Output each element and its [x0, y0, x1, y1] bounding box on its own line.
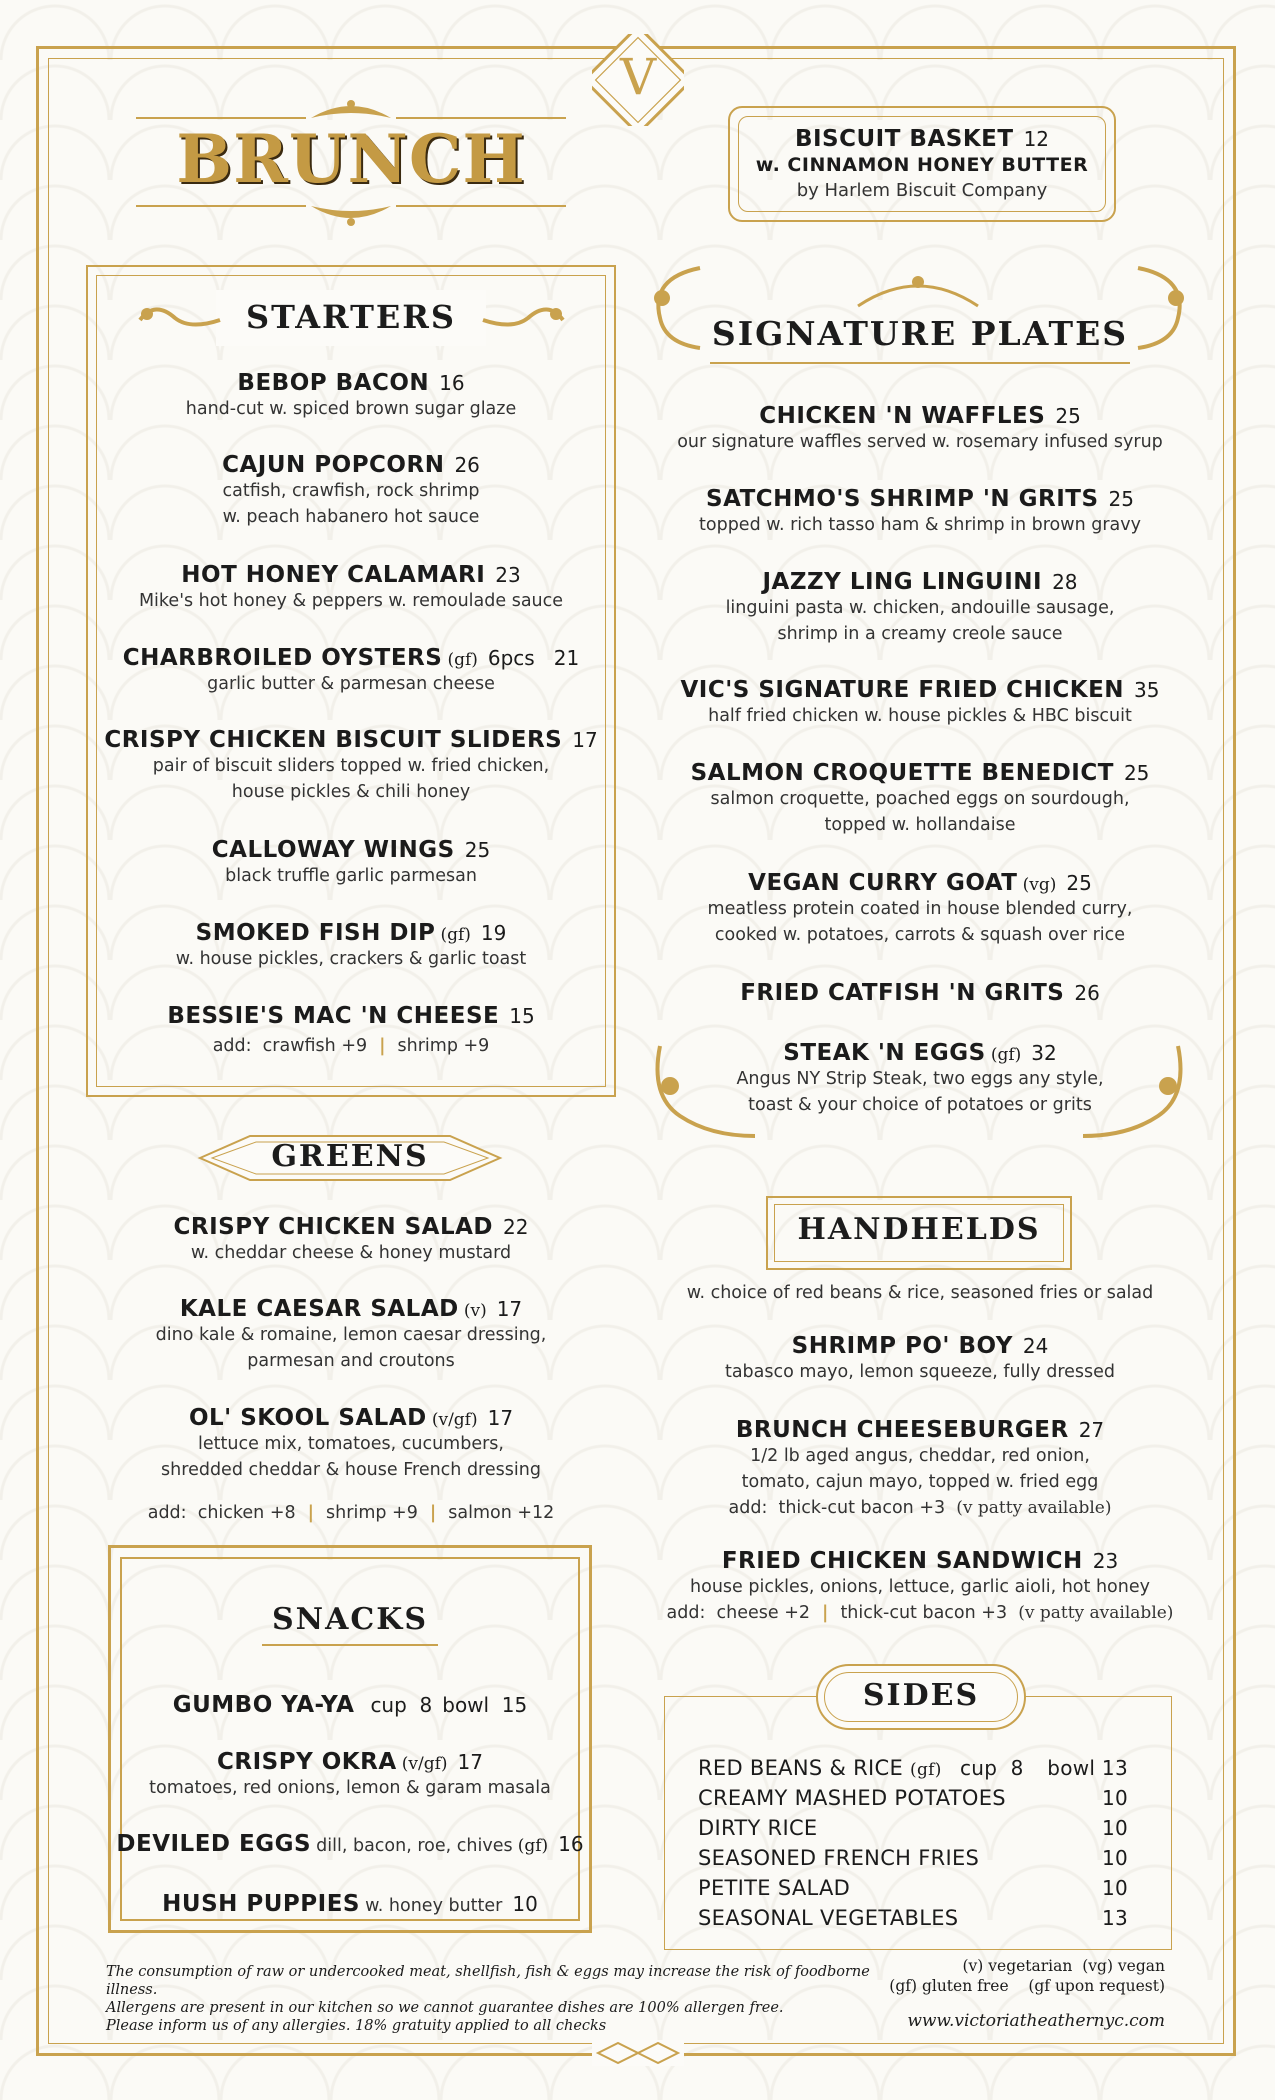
dish-desc: house pickles, onions, lettuce, garlic aioli, hot honey	[690, 1577, 1150, 1597]
side-name: RED BEANS & RICE	[698, 1756, 904, 1780]
side-name: PETITE SALAD	[698, 1876, 851, 1900]
dish-name: SATCHMO'S SHRIMP 'N GRITS	[706, 486, 1099, 512]
menu-item	[660, 569, 1180, 647]
legend-line: (gf) gluten free (gf upon request)	[889, 1977, 1165, 1995]
greens-title: GREENS	[271, 1139, 429, 1174]
menu-item	[108, 1692, 592, 1718]
scroll-ornament-right	[478, 300, 568, 344]
diet-tag: (gf)	[990, 1045, 1022, 1065]
dish-price: 17	[496, 1297, 523, 1321]
dish-price: 25	[1066, 871, 1092, 895]
menu-item	[108, 1891, 592, 1919]
menu-item	[96, 920, 606, 972]
disclaimer	[106, 1963, 886, 2035]
side-price: 10	[1101, 1786, 1128, 1810]
bowl-price: bowl 13	[1047, 1756, 1128, 1780]
dish-name: CALLOWAY WINGS	[211, 837, 455, 863]
dish-name: CRISPY CHICKEN BISCUIT SLIDERS	[104, 727, 563, 753]
add-ons: add: cheese +2 | thick-cut bacon +3 (v patty available)	[666, 1603, 1174, 1623]
diet-tag: (gf)	[517, 1836, 549, 1856]
snacks-rule	[262, 1644, 438, 1646]
side-name: CREAMY MASHED POTATOES	[698, 1786, 1006, 1810]
signature-crest	[848, 272, 988, 316]
handhelds-intro: w. choice of red beans & rice, seasoned fries or salad	[686, 1283, 1154, 1303]
menu-item	[96, 1296, 606, 1374]
dish-desc: Angus NY Strip Steak, two eggs any style,	[736, 1069, 1104, 1089]
dish-name: VIC'S SIGNATURE FRIED CHICKEN	[680, 677, 1125, 703]
dish-price: 12	[1023, 127, 1050, 151]
dish-name: JAZZY LING LINGUINI	[762, 569, 1043, 595]
menu-item	[108, 1831, 592, 1859]
signature-rule	[710, 362, 1130, 364]
dish-name: BISCUIT BASKET	[794, 126, 1014, 152]
dish-name: STEAK 'N EGGS	[783, 1040, 986, 1066]
snacks-title: SNACKS	[272, 1602, 428, 1637]
dish-name: OL' SKOOL SALAD	[188, 1405, 427, 1431]
dish-name: SHRIMP PO' BOY	[791, 1333, 1013, 1359]
menu-item	[660, 980, 1180, 1006]
dish-price: 25	[1123, 761, 1150, 785]
dish-name: HOT HONEY CALAMARI	[181, 562, 486, 588]
side-price: 10	[1101, 1846, 1128, 1870]
dish-price: 16	[439, 371, 465, 395]
diet-tag: (gf)	[447, 650, 478, 670]
cup-price: cup 8	[960, 1756, 1024, 1780]
diet-tag: (v/gf)	[431, 1410, 478, 1430]
menu-item	[660, 677, 1180, 729]
dish-desc: salmon croquette, poached eggs on sourdough,	[710, 789, 1130, 809]
menu-item	[660, 486, 1180, 538]
dish-desc: hand-cut w. spiced brown sugar glaze	[185, 399, 517, 419]
legend	[870, 1956, 1165, 1996]
menu-item	[96, 452, 606, 530]
dish-desc: house pickles & chili honey	[231, 782, 471, 802]
side-name: SEASONED FRENCH FRIES	[698, 1846, 980, 1870]
dish-price: 25	[1055, 404, 1081, 428]
menu-item	[660, 1333, 1180, 1385]
dish-price: 32	[1031, 1041, 1057, 1065]
logo-letter: V	[619, 48, 657, 106]
menu-item	[96, 1003, 606, 1059]
menu-item	[96, 370, 606, 422]
dish-price: 26	[1074, 981, 1100, 1005]
dish-name: DEVILED EGGS	[116, 1831, 312, 1857]
side-price: 10	[1101, 1816, 1128, 1840]
dish-price: 25	[464, 838, 491, 862]
side-price: 13	[1101, 1906, 1128, 1930]
biscuit-sub: w. CINNAMON HONEY BUTTER	[755, 154, 1089, 176]
dish-desc: lettuce mix, tomatoes, cucumbers,	[198, 1434, 504, 1454]
dish-desc: topped w. hollandaise	[824, 815, 1016, 835]
dish-price: 6pcs 21	[487, 646, 580, 670]
menu-item	[96, 645, 606, 697]
disclaimer-line: Allergens are present in our kitchen so we cannot guarantee dishes are 100% allergen free.	[106, 2000, 784, 2016]
dish-desc: w. house pickles, crackers & garlic toast	[175, 949, 527, 969]
dish-price: 22	[503, 1215, 529, 1239]
title-ornament-bottom	[136, 198, 566, 228]
dish-desc: pair of biscuit sliders topped w. fried chicken,	[152, 756, 550, 776]
menu-item	[660, 1417, 1180, 1521]
dish-price: 19	[480, 921, 507, 945]
dish-name: BEBOP BACON	[237, 370, 430, 396]
side-name: SEASONAL VEGETABLES	[698, 1906, 959, 1930]
dish-name: BESSIE'S MAC 'N CHEESE	[167, 1003, 500, 1029]
dish-desc: parmesan and croutons	[247, 1351, 455, 1371]
dish-name: GUMBO YA-YA	[172, 1692, 355, 1718]
dish-desc: meatless protein coated in house blended curry,	[707, 899, 1133, 919]
dish-desc: 1/2 lb aged angus, cheddar, red onion,	[750, 1446, 1090, 1466]
dish-name: CHICKEN 'N WAFFLES	[759, 403, 1046, 429]
signature-ornament-bottom-left	[640, 1036, 760, 1150]
dish-name: CRISPY CHICKEN SALAD	[173, 1214, 494, 1240]
dish-price: 23	[1092, 1549, 1119, 1573]
dish-desc: w. cheddar cheese & honey mustard	[190, 1243, 512, 1263]
dish-name: FRIED CATFISH 'N GRITS	[740, 980, 1065, 1006]
biscuit-by: by Harlem Biscuit Company	[796, 180, 1048, 201]
side-name: DIRTY RICE	[698, 1816, 818, 1840]
dish-price: 16	[558, 1832, 584, 1856]
dish-price: 17	[457, 1750, 483, 1774]
dish-name: HUSH PUPPIES	[162, 1891, 360, 1917]
dish-desc: shredded cheddar & house French dressing	[161, 1460, 541, 1480]
bottom-ornament	[592, 2034, 684, 2074]
dish-desc: shrimp in a creamy creole sauce	[777, 624, 1063, 644]
dish-desc: tomatoes, red onions, lemon & garam masala	[149, 1778, 551, 1798]
dish-name: BRUNCH CHEESEBURGER	[735, 1417, 1069, 1443]
dish-desc: linguini pasta w. chicken, andouille sausage,	[725, 598, 1115, 618]
dish-name: VEGAN CURRY GOAT	[748, 870, 1018, 896]
logo-badge	[592, 34, 684, 126]
side-price: 10	[1101, 1876, 1128, 1900]
menu-item	[96, 837, 606, 889]
dish-desc: toast & your choice of potatoes or grits	[748, 1095, 1092, 1115]
dish-name: SALMON CROQUETTE BENEDICT	[690, 760, 1114, 786]
dish-price: 28	[1052, 570, 1078, 594]
dish-desc: our signature waffles served w. rosemary infused syrup	[677, 432, 1163, 452]
signature-ornament-bottom-right	[1078, 1036, 1198, 1150]
dish-price: 25	[1108, 487, 1134, 511]
dish-name: CAJUN POPCORN	[222, 452, 445, 478]
menu-item	[108, 1749, 592, 1801]
dish-price: 35	[1134, 678, 1160, 702]
greens-add-ons: add: chicken +8 | shrimp +9 | salmon +12	[147, 1503, 555, 1523]
dish-desc: topped w. rich tasso ham & shrimp in brown gravy	[699, 515, 1141, 535]
menu-item	[96, 727, 606, 805]
menu-item	[660, 1548, 1180, 1626]
dish-desc: Mike's hot honey & peppers w. remoulade sauce	[138, 591, 564, 611]
menu-item	[660, 760, 1180, 838]
website-link[interactable]: www.victoriatheathernyc.com	[907, 2011, 1165, 2031]
diet-tag: (v/gf)	[401, 1754, 448, 1774]
dish-price: 15	[509, 1004, 535, 1028]
diet-tag: (vg)	[1022, 875, 1057, 895]
bowl-price: bowl 15	[442, 1693, 528, 1717]
add-ons: add: crawfish +9 | shrimp +9	[212, 1036, 490, 1056]
disclaimer-line: Please inform us of any allergies. 18% gratuity applied to all checks	[106, 2018, 607, 2034]
dish-desc: garlic butter & parmesan cheese	[207, 674, 495, 694]
add-ons: add: thick-cut bacon +3 (v patty available)	[728, 1498, 1112, 1518]
menu-item	[660, 870, 1180, 948]
dish-desc: dill, bacon, roe, chives	[316, 1836, 513, 1856]
menu-item	[660, 403, 1180, 455]
diet-tag: (gf)	[910, 1760, 942, 1780]
handhelds-title: HANDHELDS	[797, 1212, 1041, 1247]
dish-desc: black truffle garlic parmesan	[225, 866, 477, 886]
starters-title: STARTERS	[246, 298, 456, 336]
menu-item	[96, 1405, 606, 1483]
dish-price: 27	[1078, 1418, 1105, 1442]
menu-item	[96, 562, 606, 614]
dish-name: CRISPY OKRA	[217, 1749, 397, 1775]
diet-tag: (v)	[463, 1301, 487, 1321]
dish-desc: catfish, crawfish, rock shrimp	[222, 481, 480, 501]
biscuit-basket	[728, 126, 1116, 204]
dish-name: FRIED CHICKEN SANDWICH	[721, 1548, 1083, 1574]
dish-desc: tomato, cajun mayo, topped w. fried egg	[741, 1472, 1099, 1492]
sides-title: SIDES	[862, 1678, 980, 1713]
signature-title: SIGNATURE PLATES	[711, 314, 1129, 353]
page-title: BRUNCH	[176, 120, 526, 198]
dish-desc: tabasco mayo, lemon squeeze, fully dressed	[724, 1362, 1116, 1382]
dish-desc: dino kale & romaine, lemon caesar dressing,	[155, 1325, 547, 1345]
disclaimer-line: The consumption of raw or undercooked meat, shellfish, fish & eggs may increase the risk of foodborne illness.	[106, 1964, 870, 1998]
dish-desc: w. peach habanero hot sauce	[222, 507, 480, 527]
dish-name: SMOKED FISH DIP	[195, 920, 436, 946]
dish-desc: w. honey butter	[365, 1896, 503, 1916]
dish-price: 17	[487, 1406, 514, 1430]
diet-tag: (gf)	[440, 925, 471, 945]
cup-price: cup 8	[370, 1693, 433, 1717]
dish-price: 10	[512, 1892, 538, 1916]
dish-desc: cooked w. potatoes, carrots & squash over rice	[714, 925, 1126, 945]
scroll-ornament-left	[135, 300, 225, 344]
dish-name: CHARBROILED OYSTERS	[122, 645, 443, 671]
dish-price: 17	[572, 728, 598, 752]
legend-line: (v) vegetarian (vg) vegan	[962, 1957, 1165, 1975]
dish-price: 26	[454, 453, 480, 477]
dish-desc: half fried chicken w. house pickles & HBC biscuit	[708, 706, 1132, 726]
menu-item	[96, 1214, 606, 1266]
dish-name: KALE CAESAR SALAD	[179, 1296, 459, 1322]
dish-price: 24	[1022, 1334, 1049, 1358]
dish-price: 23	[495, 563, 521, 587]
